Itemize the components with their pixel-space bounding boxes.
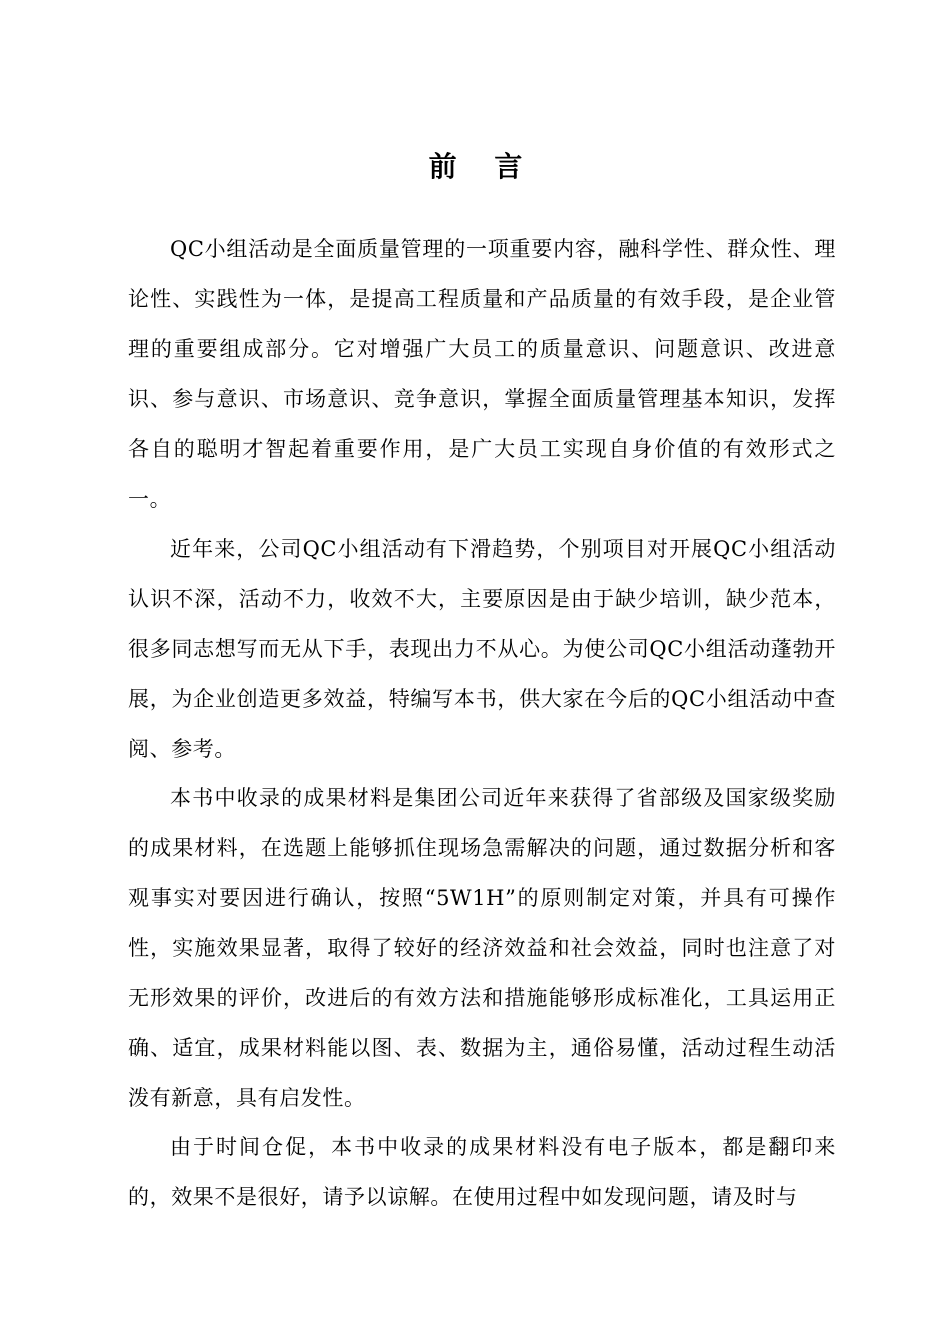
- paragraph-2: 近年来，公司QC小组活动有下滑趋势，个别项目对开展QC小组活动认识不深，活动不力，收效不大，主要原因是由于缺少培训，缺少范本，很多同志想写而无从下手，表现出力不从心。为使公司QC小组活动蓬勃开展，为企业创造更多效益，特编写本书，供大家在今后的QC小组活动中查阅、参考。: [128, 537, 836, 761]
- paragraph-4: 由于时间仓促，本书中收录的成果材料没有电子版本，都是翻印来的，效果不是很好，请予以谅解。在使用过程中如发现问题，请及时与: [128, 1135, 836, 1209]
- paragraph-3: 本书中收录的成果材料是集团公司近年来获得了省部级及国家级奖励的成果材料，在选题上能够抓住现场急需解决的问题，通过数据分析和客观事实对要因进行确认，按照“5W1H”的原则制定对策，并具有可操作性，实施效果显著，取得了较好的经济效益和社会效益，同时也注意了对无形效果的评价，改进后的有效方法和措施能够形成标准化，工具运用正确、适宜，成果材料能以图、表、数据为主，通俗易懂，活动过程生动活泼有新意，具有启发性。: [128, 786, 836, 1110]
- paragraph-1: QC小组活动是全面质量管理的一项重要内容，融科学性、群众性、理论性、实践性为一体，是提高工程质量和产品质量的有效手段，是企业管理的重要组成部分。它对增强广大员工的质量意识、问题意识、改进意识、参与意识、市场意识、竞争意识，掌握全面质量管理基本知识，发挥各自的聪明才智起着重要作用，是广大员工实现自身价值的有效形式之一。: [128, 237, 836, 511]
- page-title: 前 言: [428, 149, 537, 183]
